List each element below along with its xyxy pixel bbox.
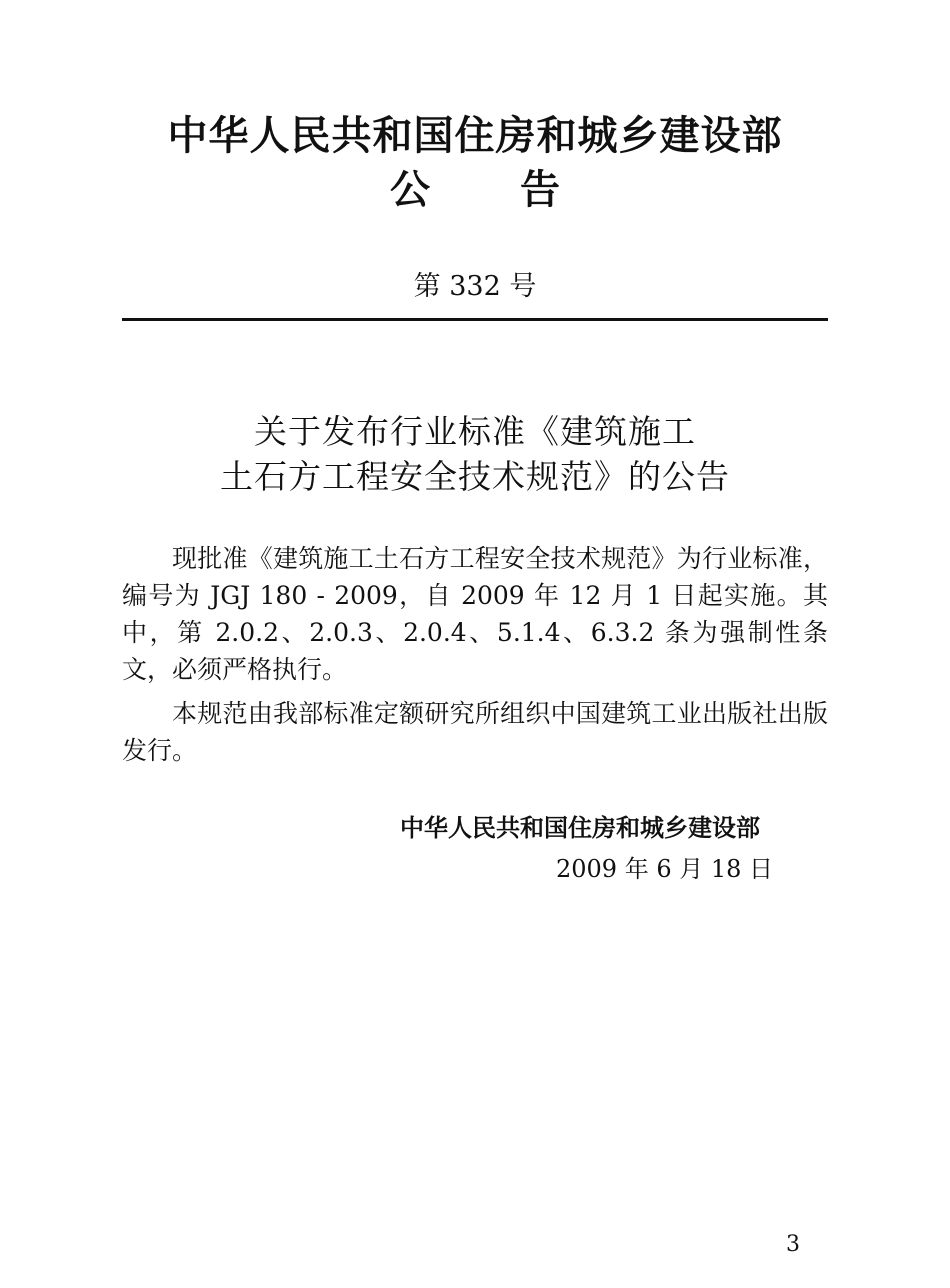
paragraph-text: 现批准《建筑施工土石方工程安全技术规范》为行业标准，编号为 JGJ 180 - 2009，自 2009 年 12 月 1 日起实施。其中，第 2.0.2、2.0.3、2.0.4、5.1.4、6.3.2 条为强制性条文，必须严格执行。: [122, 544, 828, 684]
document-number: 第 332 号: [413, 271, 537, 302]
subject-title-line-1: 关于发布行业标准《建筑施工: [254, 412, 696, 451]
ministry-title: 中华人民共和国住房和城乡建设部: [167, 113, 783, 159]
paragraph-text: 本规范由我部标准定额研究所组织中国建筑工业出版社出版发行。: [122, 699, 828, 765]
body-paragraph-2: [122, 695, 828, 769]
signature-organization: 中华人民共和国住房和城乡建设部: [400, 814, 760, 842]
page-number: 3: [786, 1232, 800, 1257]
signature-date: 2009 年 6 月 18 日: [556, 855, 774, 883]
header-divider: [122, 318, 828, 321]
body-paragraph-1: [122, 540, 828, 688]
announcement-heading: 公告: [390, 167, 650, 213]
subject-title-line-2: 土石方工程安全技术规范》的公告: [220, 457, 730, 496]
